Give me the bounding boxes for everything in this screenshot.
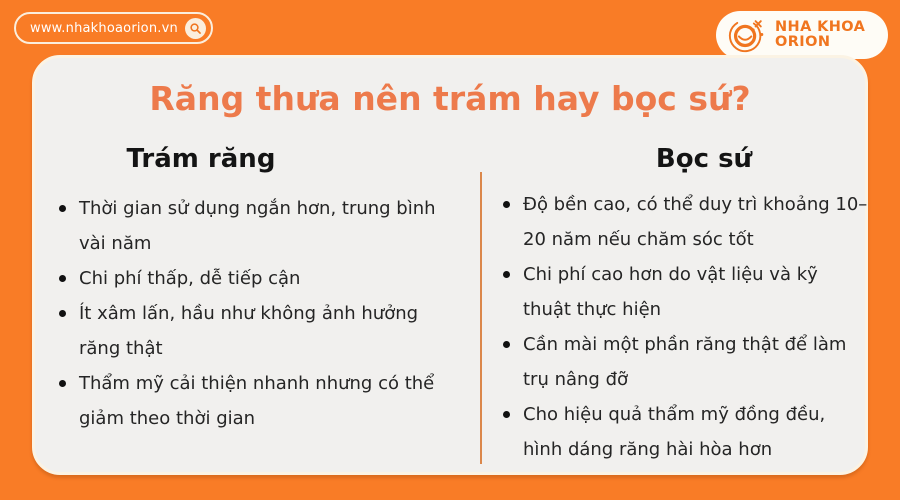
- website-url: www.nhakhoaorion.vn: [30, 20, 178, 36]
- brand-name: [775, 20, 865, 51]
- comparison-card: [32, 55, 868, 475]
- list-item: Thẩm mỹ cải thiện nhanh nhưng có thể giảm theo thời gian: [54, 366, 462, 436]
- search-icon[interactable]: [185, 18, 206, 39]
- list-item: Chi phí cao hơn do vật liệu và kỹ thuật thực hiện: [498, 257, 870, 327]
- column-heading-tram-rang: Trám răng: [126, 144, 276, 174]
- column-heading-boc-su: Bọc sứ: [655, 144, 753, 174]
- brand-badge: [716, 11, 888, 59]
- list-item: Chi phí thấp, dễ tiếp cận: [54, 261, 462, 296]
- orion-smile-logo-icon: [727, 15, 767, 55]
- list-item: Cho hiệu quả thẩm mỹ đồng đều, hình dáng răng hài hòa hơn: [498, 397, 870, 467]
- column-divider: [480, 172, 482, 464]
- boc-su-list: [498, 187, 870, 467]
- url-pill[interactable]: [14, 12, 213, 44]
- list-item: Thời gian sử dụng ngắn hơn, trung bình vài năm: [54, 191, 462, 261]
- list-item: Độ bền cao, có thể duy trì khoảng 10–20 năm nếu chăm sóc tốt: [498, 187, 870, 257]
- page-title: Răng thưa nên trám hay bọc sứ?: [149, 79, 751, 118]
- list-item: Ít xâm lấn, hầu như không ảnh hưởng răng thật: [54, 296, 462, 366]
- tram-rang-list: [54, 191, 462, 436]
- list-item: Cần mài một phần răng thật để làm trụ nâng đỡ: [498, 327, 870, 397]
- brand-name-line2: ORION: [775, 34, 831, 50]
- brand-name-line1: NHA KHOA: [775, 18, 866, 35]
